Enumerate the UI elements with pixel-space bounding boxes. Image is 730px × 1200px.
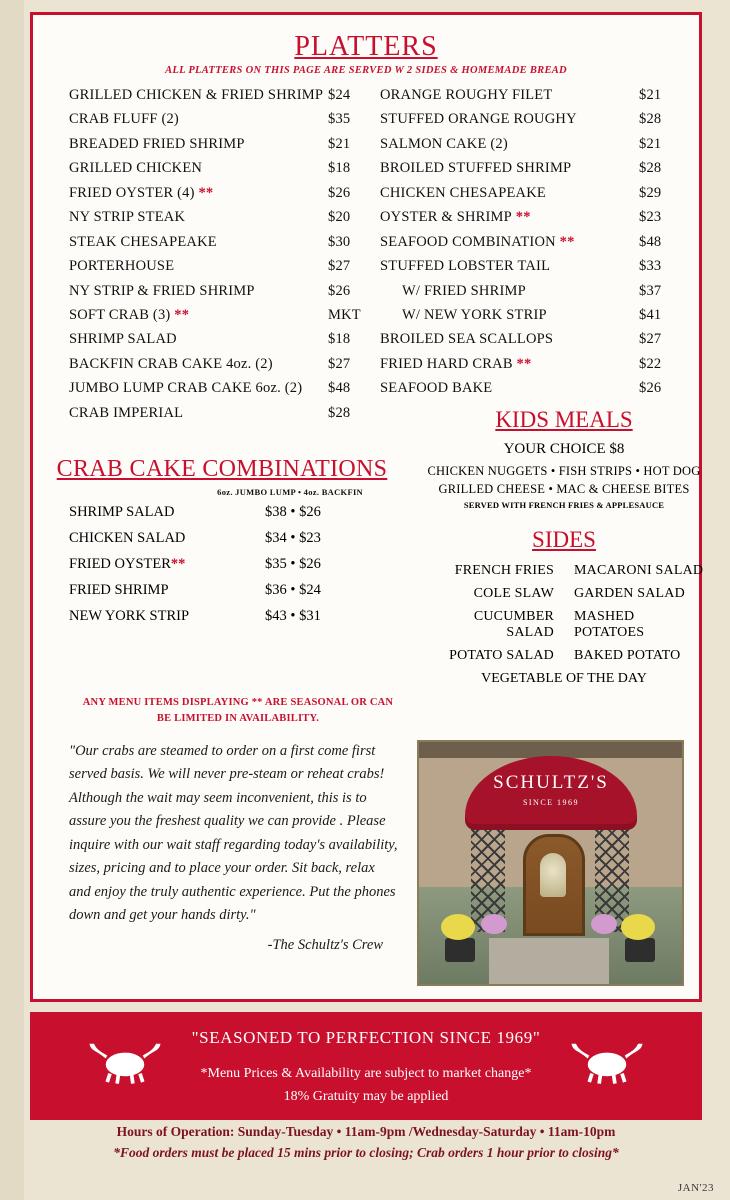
combo-item-price: $38 • $26 xyxy=(265,504,321,521)
menu-item-price: $18 xyxy=(328,160,351,177)
menu-item-name: W/ FRIED SHRIMP xyxy=(402,282,526,299)
photo-flowers-center-left xyxy=(481,914,507,934)
menu-item-price: $26 xyxy=(639,380,662,397)
menu-item-name: STUFFED ORANGE ROUGHY xyxy=(380,111,577,128)
combo-item-price: $35 • $26 xyxy=(265,556,321,573)
seasonal-note-line-1: ANY MENU ITEMS DISPLAYING ** ARE SEASONAL OR CAN xyxy=(82,697,394,708)
menu-item xyxy=(380,186,685,202)
combo-item-price: $36 • $24 xyxy=(265,582,321,599)
menu-item-price: $24 xyxy=(328,87,351,103)
combos-title: CRAB CAKE COMBINATIONS xyxy=(56,456,388,483)
menu-item-price: $27 xyxy=(328,355,351,372)
seasonal-marker: ** xyxy=(194,184,214,201)
menu-item-name: NY STRIP & FRIED SHRIMP xyxy=(69,282,255,299)
menu-item-name: BACKFIN CRAB CAKE 4oz. (2) xyxy=(69,355,273,372)
menu-item xyxy=(69,406,374,422)
combo-item-name: FRIED SHRIMP xyxy=(69,582,169,599)
combo-item xyxy=(47,582,397,599)
menu-item-price: $35 xyxy=(328,111,351,128)
menu-item xyxy=(380,88,685,104)
menu-item-price: $48 xyxy=(328,380,351,397)
kids-options-line-2: GRILLED CHEESE • MAC & CHEESE BITES xyxy=(438,482,690,496)
menu-item-name: CRAB FLUFF (2) xyxy=(69,111,179,128)
menu-item-price: $28 xyxy=(639,160,662,177)
menu-item-price: $27 xyxy=(639,331,662,348)
menu-item-price: $27 xyxy=(328,258,351,275)
kids-title: KIDS MEALS xyxy=(495,407,633,432)
side-item: FRENCH FRIES xyxy=(454,563,554,578)
kids-options-line-1: CHICKEN NUGGETS • FISH STRIPS • HOT DOG xyxy=(427,464,701,478)
sides-section xyxy=(423,527,705,687)
menu-item xyxy=(69,186,374,202)
combos-column-header: 6oz. JUMBO LUMP • 4oz. BACKFIN xyxy=(217,487,363,498)
menu-item-price: $22 xyxy=(639,355,662,372)
side-item: MASHED POTATOES xyxy=(574,609,645,640)
side-item: BAKED POTATO xyxy=(574,648,681,663)
menu-card xyxy=(30,12,702,1002)
menu-item xyxy=(380,210,685,226)
menu-item-price: $20 xyxy=(328,209,351,226)
menu-item-name: ORANGE ROUGHY FILET xyxy=(380,87,553,103)
menu-item-price: $33 xyxy=(639,258,662,275)
menu-item xyxy=(69,210,374,226)
menu-item xyxy=(69,332,374,348)
photo-entry-door xyxy=(523,834,585,936)
platters-left-column xyxy=(47,88,374,430)
menu-item xyxy=(380,332,685,348)
menu-item-price: $21 xyxy=(639,135,662,152)
menu-item-price: $28 xyxy=(639,111,662,128)
menu-item-name: SHRIMP SALAD xyxy=(69,331,177,348)
menu-item-price: $48 xyxy=(639,233,662,250)
combo-item xyxy=(47,504,397,521)
banner-price-disclaimer: *Menu Prices & Availability are subject to market change* xyxy=(200,1066,532,1081)
menu-item-price: $37 xyxy=(639,282,662,299)
quote-and-photo-area xyxy=(47,740,687,986)
combo-item-price: $34 • $23 xyxy=(265,530,321,547)
menu-item xyxy=(380,357,685,373)
combo-item-name: FRIED OYSTER** xyxy=(69,556,186,573)
seasonal-marker: ** xyxy=(170,556,186,573)
menu-item-price: $26 xyxy=(328,184,351,201)
menu-item-name: GRILLED CHICKEN & FRIED SHRIMP xyxy=(69,87,324,103)
combo-item xyxy=(47,530,397,547)
menu-item xyxy=(69,259,374,275)
menu-item-name: SEAFOOD BAKE xyxy=(380,380,493,397)
photo-planter-left xyxy=(445,938,475,962)
menu-item-name: BREADED FRIED SHRIMP xyxy=(69,135,245,152)
menu-item xyxy=(69,137,374,153)
menu-item xyxy=(380,161,685,177)
awning-restaurant-name: SCHULTZ'S xyxy=(493,772,609,793)
menu-item xyxy=(380,381,685,397)
menu-item xyxy=(69,357,374,373)
crab-icon-right xyxy=(570,1036,644,1084)
seasonal-availability-note xyxy=(73,695,403,727)
owner-quote xyxy=(47,740,399,986)
menu-item-price: $30 xyxy=(328,233,351,250)
menu-item-name: STUFFED LOBSTER TAIL xyxy=(380,258,551,275)
menu-item-name: FRIED HARD CRAB ** xyxy=(380,355,532,372)
menu-item xyxy=(69,235,374,251)
photo-planter-right xyxy=(625,938,655,962)
combo-item-name: SHRIMP SALAD xyxy=(69,504,175,521)
menu-item xyxy=(69,161,374,177)
seasonal-marker: ** xyxy=(170,306,190,323)
side-item: MACARONI SALAD xyxy=(574,563,704,578)
menu-item-name: BROILED STUFFED SHRIMP xyxy=(380,160,572,177)
platters-subtitle: ALL PLATTERS ON THIS PAGE ARE SERVED W 2 SIDES & HOMEMADE BREAD xyxy=(165,65,567,76)
restaurant-photo xyxy=(417,740,684,986)
menu-item-name: JUMBO LUMP CRAB CAKE 6oz. (2) xyxy=(69,380,303,397)
menu-item-name: SALMON CAKE (2) xyxy=(380,135,508,152)
menu-item-name: SEAFOOD COMBINATION ** xyxy=(380,233,575,250)
banner-gratuity-note: 18% Gratuity may be applied xyxy=(283,1089,449,1104)
combo-item xyxy=(47,556,397,573)
side-item: CUCUMBER SALAD xyxy=(473,609,554,640)
menu-item xyxy=(69,112,374,128)
menu-item-price: $29 xyxy=(639,184,662,201)
side-item: COLE SLAW xyxy=(473,586,554,601)
banner-slogan: "SEASONED TO PERFECTION SINCE 1969" xyxy=(191,1028,541,1047)
combo-item-name: NEW YORK STRIP xyxy=(69,608,190,625)
kids-serving-note: SERVED WITH FRENCH FRIES & APPLESAUCE xyxy=(463,500,665,510)
hours-line: Hours of Operation: Sunday-Tuesday • 11am-9pm /Wednesday-Saturday • 11am-10pm xyxy=(116,1124,616,1139)
menu-item-name: CRAB IMPERIAL xyxy=(69,404,184,421)
combo-item-name: CHICKEN SALAD xyxy=(69,530,186,547)
menu-item xyxy=(380,137,685,153)
kids-choice: YOUR CHOICE $8 xyxy=(503,441,625,457)
menu-item-name: OYSTER & SHRIMP ** xyxy=(380,209,531,226)
kids-meals-section xyxy=(423,407,705,510)
combo-item xyxy=(47,608,397,625)
menu-item-name: FRIED OYSTER (4) ** xyxy=(69,184,214,201)
menu-item-price: $28 xyxy=(328,404,351,421)
menu-item xyxy=(380,259,685,275)
menu-item-name: NY STRIP STEAK xyxy=(69,209,186,226)
combo-item-price: $43 • $31 xyxy=(265,608,321,625)
menu-item-name: W/ NEW YORK STRIP xyxy=(402,306,547,323)
menu-item-price: $18 xyxy=(328,331,351,348)
menu-item-name: PORTERHOUSE xyxy=(69,258,175,275)
photo-flowers-right xyxy=(621,914,655,940)
menu-item-name: GRILLED CHICKEN xyxy=(69,160,203,177)
platters-title: PLATTERS xyxy=(294,31,438,62)
menu-item-price: $23 xyxy=(639,209,662,226)
menu-item-name: BROILED SEA SCALLOPS xyxy=(380,331,554,348)
menu-item xyxy=(380,284,685,300)
menu-item xyxy=(380,308,685,324)
menu-item xyxy=(380,112,685,128)
seasonal-marker: ** xyxy=(512,355,532,372)
owner-quote-signature: -The Schultz's Crew xyxy=(267,936,383,953)
menu-item-price: $26 xyxy=(328,282,351,299)
photo-walkway xyxy=(489,938,609,984)
crab-cake-combinations-section xyxy=(47,456,397,625)
combos-list xyxy=(47,504,397,625)
hours-of-operation xyxy=(30,1122,702,1164)
photo-flowers-left xyxy=(441,914,475,940)
sides-grid xyxy=(423,563,705,664)
photo-flowers-center-right xyxy=(591,914,617,934)
menu-item-price: $41 xyxy=(639,306,662,323)
seasonal-marker: ** xyxy=(511,209,531,226)
menu-item-name: STEAK CHESAPEAKE xyxy=(69,233,217,250)
seasonal-note-line-2: BE LIMITED IN AVAILABILITY. xyxy=(156,712,320,724)
seasonal-marker: ** xyxy=(555,233,575,250)
menu-item-name: CHICKEN CHESAPEAKE xyxy=(380,184,546,201)
page-left-edge xyxy=(0,0,24,1200)
owner-quote-text: "Our crabs are steamed to order on a first come first served basis. We will never pre-steam or reheat crabs! Although the wait may seem inconvenient, this is to assure you the freshest quality we can provide . Please inquire with our wait staff regarding today's availability, sizes, pricing and to place your order. Sit back, relax and enjoy the truly authentic experience. Put the phones down and get your hands dirty." xyxy=(69,743,398,924)
menu-item-name: SOFT CRAB (3) ** xyxy=(69,306,190,323)
slogan-banner xyxy=(30,1012,702,1120)
platters-right-column xyxy=(374,88,685,430)
sides-title: SIDES xyxy=(532,527,596,552)
menu-item-price: $21 xyxy=(328,135,351,152)
platters-columns xyxy=(47,88,685,430)
menu-item xyxy=(69,88,374,104)
last-order-note: *Food orders must be placed 15 mins prior to closing; Crab orders 1 hour prior to closing* xyxy=(113,1144,619,1160)
side-item: GARDEN SALAD xyxy=(574,586,685,601)
side-item: POTATO SALAD xyxy=(449,648,554,663)
menu-item-price: MKT xyxy=(328,306,361,323)
menu-item xyxy=(69,381,374,397)
menu-item xyxy=(69,308,374,324)
awning-since-text: SINCE 1969 xyxy=(522,798,580,807)
menu-item-price: $21 xyxy=(639,87,662,103)
crab-icon-left xyxy=(88,1036,162,1084)
menu-item xyxy=(69,284,374,300)
menu-date-stamp: JAN'23 xyxy=(677,1182,714,1194)
sides-last-item: VEGETABLE OF THE DAY xyxy=(481,671,647,686)
menu-item xyxy=(380,235,685,251)
